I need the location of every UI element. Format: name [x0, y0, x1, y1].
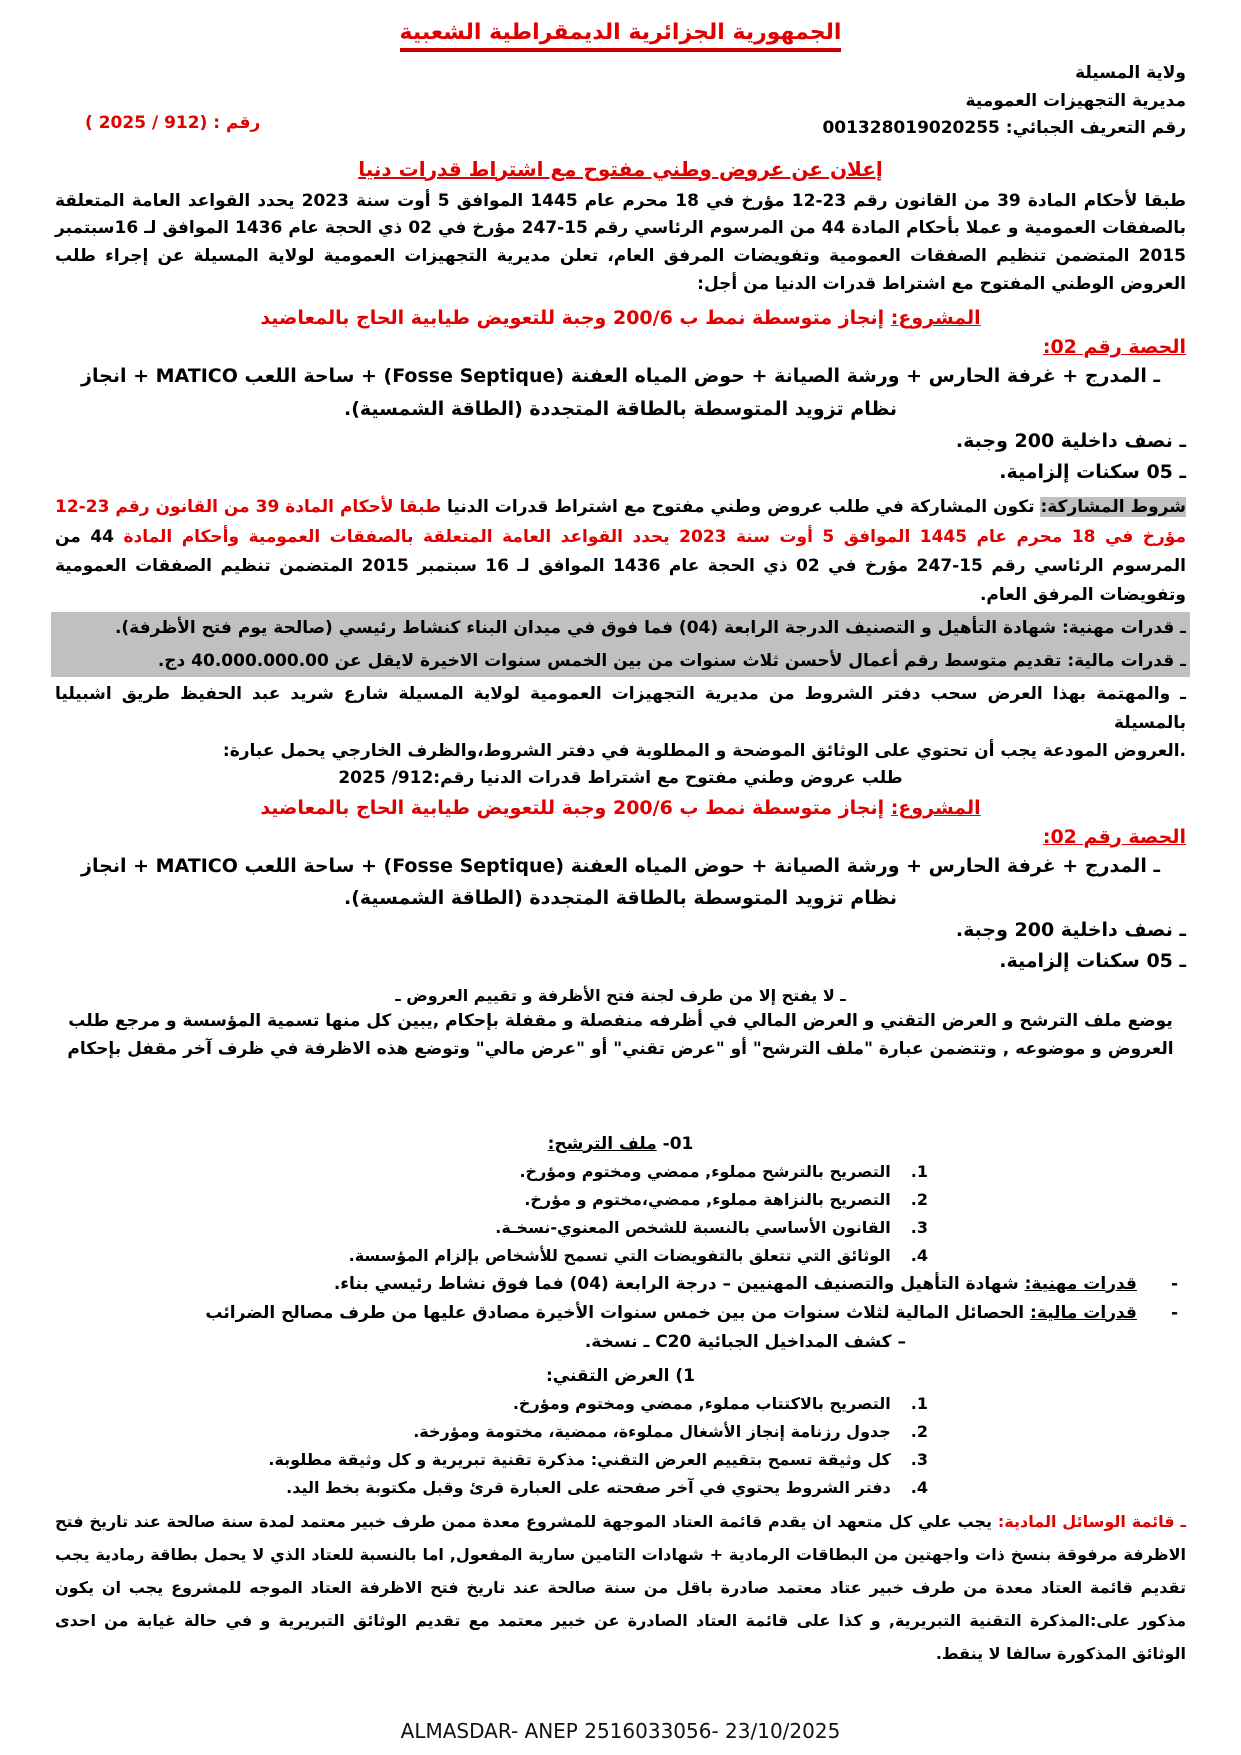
professional-capabilities-item: -قدرات مهنية: شهادة التأهيل والتصنيف المهنيين – درجة الرابعة (04) فما فوق نشاط رئيسي بناء.	[333, 1273, 1178, 1294]
project-line-2: المشروع: إنجاز متوسطة نمط ب 200/6 وجبة للتعويض طيابية الحاج بالمعاضيد	[260, 796, 981, 819]
org-line-direction: مديرية التجهيزات العمومية	[965, 90, 1186, 111]
financial-capabilities-label: قدرات مالية:	[1030, 1302, 1137, 1323]
project-label: المشروع:	[890, 307, 981, 330]
capabilities-highlight-block	[51, 612, 1190, 677]
technical-offer-list	[55, 1390, 1186, 1502]
participation-label: شروط المشاركة:	[1040, 497, 1186, 518]
lot-item-housing-1: ـ 05 سكنات إلزامية.	[999, 461, 1186, 484]
lot-heading-1: الحصة رقم 02:	[1042, 336, 1186, 359]
project-text: إنجاز متوسطة نمط ب 200/6 وجبة للتعويض طيابية الحاج بالمعاضيد	[260, 307, 891, 330]
lot-item-housing-2: ـ 05 سكنات إلزامية.	[999, 950, 1186, 973]
candidacy-heading-text: ملف الترشح:	[547, 1133, 657, 1154]
lot-item-meals-2: ـ نصف داخلية 200 وجبة.	[955, 918, 1186, 941]
professional-capabilities-label: قدرات مهنية:	[1024, 1273, 1137, 1294]
announcement-title: إعلان عن عروض وطني مفتوح مع اشتراط قدرات دنيا	[358, 156, 883, 181]
opening-committee-note: ـ لا يفتح إلا من طرف لجنة فتح الأظرفة و تقييم العروض ـ	[395, 985, 846, 1005]
material-means-label: ـ قائمة الوسائل المادية:	[997, 1512, 1186, 1532]
tax-id-label: رقم التعريف الجبائي:	[1005, 118, 1186, 139]
list-item: 2.التصريح بالنزاهة مملوء, ممضي،مختوم و مؤرخ.	[524, 1189, 928, 1209]
announcement-ref-number: رقم : (912 / 2025 )	[85, 113, 261, 133]
list-item: 3.القانون الأساسي بالنسبة للشخص المعنوي-نسخـة.	[495, 1217, 928, 1237]
candidacy-heading-number: 01-	[662, 1133, 694, 1154]
withdrawal-paragraph	[55, 680, 1186, 766]
lot-item-meals-1: ـ نصف داخلية 200 وجبة.	[955, 429, 1186, 452]
lot-description-1: ـ المدرج + غرفة الحارس + ورشة الصيانة + حوض المياه العفنة (Fosse Septique) + ساحة اللعب MATICO + انجاز نظام تزويد المتوسطة بالطاقة المتجددة (الطاقة الشمسية).	[81, 365, 1160, 421]
financial-capabilities-item: -قدرات مالية: الحصائل المالية لثلاث سنوات من بين خمس سنوات الأخيرة مصادق عليها من طرف مصالح الضرائب	[205, 1302, 1178, 1323]
professional-capabilities-line: ـ قدرات مهنية: شهادة التأهيل و التصنيف الدرجة الرابعة (04) فما فوق في ميدان البناء كنشاط رئيسي (صالحة يوم فتح الأظرفة).	[114, 618, 1186, 639]
list-item: 1.التصريح بالاكتتاب مملوء, ممضي ومختوم ومؤرخ.	[512, 1394, 928, 1414]
lot-description-2: ـ المدرج + غرفة الحارس + ورشة الصيانة + حوض المياه العفنة (Fosse Septique) + ساحة اللعب MATICO + انجاز نظام تزويد المتوسطة بالطاقة المتجددة (الطاقة الشمسية).	[81, 854, 1160, 910]
list-item: 1.التصريح بالترشح مملوء, ممضي ومختوم ومؤرخ.	[519, 1161, 928, 1181]
list-item: 4.الوثائق التي تتعلق بالتفويضات التي تسمح للأشخاص بإلزام المؤسسة.	[348, 1245, 928, 1265]
project-line-1	[55, 307, 1186, 329]
tax-id-number: 001328019020255	[822, 118, 1000, 139]
list-item: 4.دفتر الشروط يحتوي في آخر صفحته على العبارة قرئ وقبل مكتوبة بخط اليد.	[286, 1478, 928, 1498]
withdrawal-line-1: ـ والمهتمة بهذا العرض سحب دفتر الشروط من مديرية التجهيزات العمومية لولاية المسيلة شارع شريد عبد الحفيظ طريق اشبيليا بالمسيلة	[55, 683, 1186, 733]
candidacy-file-heading	[55, 1134, 1186, 1154]
withdrawal-line-2: .العروض المودعة يجب أن تحتوي على الوثائق الموضحة و المطلوبة في دفتر الشروط،والظرف الخارجي يحمل عبارة:	[222, 741, 1186, 762]
legal-intro-paragraph: طبقا لأحكام المادة 39 من القانون رقم 23-12 مؤرخ في 18 محرم عام 1445 الموافق 5 أوت سنة 2023 يحدد القواعد العامة المتعلقة بالصفقات العمومية و عملا بأحكام المادة 44 من المرسوم الرئاسي رقم 15-247 مؤرخ في 02 ذي الحجة عام 1436 الموافق لـ 16سبتمبر 2015 المتضمن تنظيم الصفقات العمومية وتفويضات المرفق العام، تعلن مديرية التجهيزات العمومية لولاية المسيلة عن إجراء طلب العروض الوطني المفتوح مع اشتراط قدرات الدنيا من أجل:	[55, 190, 1187, 294]
candidacy-file-list	[55, 1158, 1186, 1270]
material-means-paragraph: ـ قائمة الوسائل المادية: يجب علي كل متعهد ان يقدم قائمة العتاد الموجهة للمشروع معدة ممن طرف خبير معتمد لمدة سنة صالحة عند تاريخ فتح الاظرفة مرفوقة بنسخ ذات واجهتين من البطاقات الرمادية + شهادات التامين سارية المفعول, اما بالنسبة للعتاد الذي لا يحمل بطاقة رمادية يجب تقديم قائمة العتاد معدة من طرف خبير عتاد معتمد صادرة باقل من سنة صالحة عند تاريخ فتح الاظرفة العتاد الموجه للمشروع يجب ان يكون مذكور على:المذكرة التقنية التبريرية, و كذا على قائمة العتاد الصادرة عن خبير معتمد مع تقديم الوثائق التبريرية و في حالة غيابة من احدى الوثائق المذكورة سالفا لا ينقط.	[55, 1512, 1186, 1663]
list-item: 3.كل وثيقة تسمح بتقييم العرض التقني: مذكرة تقنية تبريرية و كل وثيقة مطلوبة.	[268, 1450, 928, 1470]
page-title	[55, 20, 1186, 52]
technical-offer-heading: 1) العرض التقني:	[545, 1366, 696, 1387]
lot-heading-2: الحصة رقم 02:	[1042, 825, 1186, 848]
envelopes-paragraph: يوضع ملف الترشح و العرض التقني و العرض المالي في أظرفه منفصلة و مقفلة بإحكام ,يبين كل منها تسمية المؤسسة و مرجع طلب العروض و موضوعه , وتتضمن عبارة "ملف الترشح" أو "عرض تقني" أو "عرض مالي" وتوضع هذه الاظرفة في ظرف آخر مقفل بإحكام	[67, 1010, 1174, 1060]
list-item: 2.جدول رزنامة إنجاز الأشغال مملوءة، ممضية، مختومة ومؤرخة.	[413, 1422, 928, 1442]
page-title-text: الجمهورية الجزائرية الديمقراطية الشعبية	[400, 20, 842, 52]
org-line-wilaya: ولاية المسيلة	[1075, 63, 1186, 83]
envelope-label-line: طلب عروض وطني مفتوح مع اشتراط قدرات الدنيا رقم:912/ 2025	[338, 767, 903, 788]
footer-anep-line: ALMASDAR- ANEP 2516033056- 23/10/2025	[400, 1719, 841, 1743]
participation-conditions: شروط المشاركة: تكون المشاركة في طلب عروض وطني مفتوح مع اشتراط قدرات الدنيا طبقا لأحكام المادة 39 من القانون رقم 23-12 مؤرخ في 18 محرم عام 1445 الموافق 5 أوت سنة 2023 يحدد القواعد العامة المتعلقة بالصفقات العمومية وأحكام المادة 44 من المرسوم الرئاسي رقم 15-247 مؤرخ في 02 ذي الحجة عام 1436 الموافق لـ 16 سبتمبر 2015 المتضمن تنظيم الصفقات العمومية وتفويضات المرفق العام.	[55, 497, 1187, 606]
c20-statement-line: – كشف المداخيل الجبائية C20 ـ نسخة.	[584, 1331, 906, 1352]
financial-capabilities-line: ـ قدرات مالية: تقديم متوسط رقم أعمال لأحسن ثلاث سنوات من بين الخمس سنوات الاخيرة لايقل عن 40.000.000.00 دج.	[157, 650, 1186, 671]
